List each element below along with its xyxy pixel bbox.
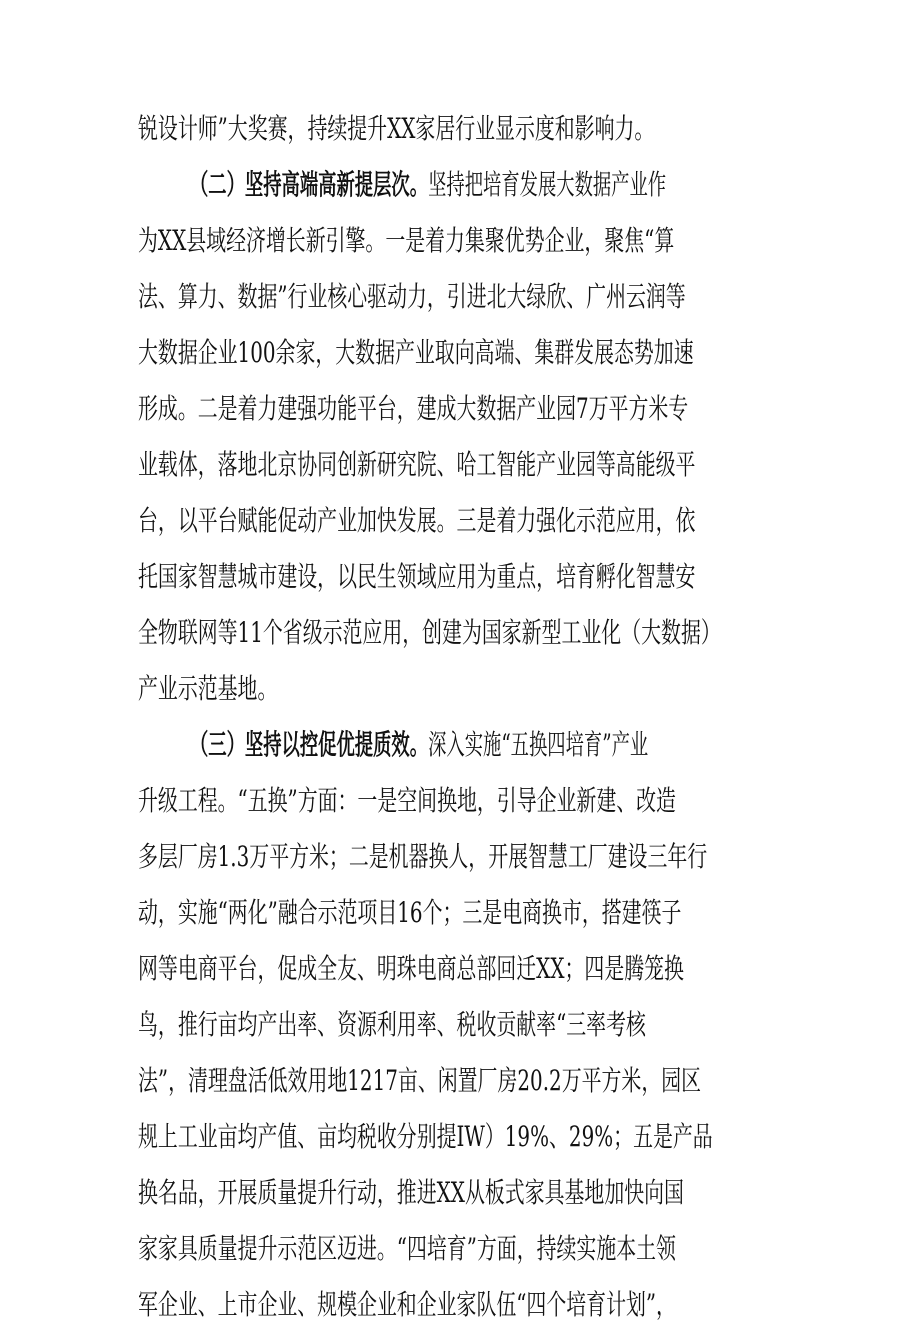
line-text: 法”，清理盘活低效用地1217亩、闲置厂房20.2万平方米，园区 bbox=[138, 1064, 702, 1097]
line-text: 锐设计师”大奖赛，持续提升XX家居行业显示度和影响力。 bbox=[138, 112, 655, 145]
text-line bbox=[40, 382, 792, 436]
line-text: 换名品，开展质量提升行动，推进XX从板式家具基地加快向国 bbox=[138, 1176, 684, 1209]
line-text: 军企业、上市企业、规模企业和企业家队伍“四个培育计划”， bbox=[138, 1288, 676, 1321]
section-heading: （二）坚持高端高新提层次。 bbox=[190, 168, 429, 201]
text-line bbox=[40, 606, 792, 660]
line-text: 网等电商平台，促成全友、明珠电商总部回迁XX；四是腾笼换 bbox=[138, 952, 684, 985]
line-text: 升级工程。“五换”方面：一是空间换地，引导企业新建、改造 bbox=[138, 784, 676, 817]
line-text: 形成。二是着力建强功能平台，建成大数据产业园7万平方米专 bbox=[138, 392, 689, 425]
text-line bbox=[40, 550, 792, 604]
line-text: 规上工业亩均产值、亩均税收分别提IW）19%、29%；五是产品 bbox=[138, 1120, 713, 1153]
text-line bbox=[40, 494, 792, 548]
text-line bbox=[40, 1110, 792, 1164]
line-text: 台，以平台赋能促动产业加快发展。三是着力强化示范应用，依 bbox=[138, 504, 696, 537]
text-line bbox=[40, 270, 792, 324]
line-text: 产业示范基地。 bbox=[138, 672, 278, 705]
line-text: 大数据企业100余家，大数据产业取向高端、集群发展态势加速 bbox=[138, 336, 694, 369]
text-line bbox=[40, 998, 792, 1052]
line-text: 全物联网等11个省级示范应用，创建为国家新型工业化（大数据） bbox=[138, 616, 721, 649]
line-text: 动，实施“两化”融合示范项目16个；三是电商换市，搭建筷子 bbox=[138, 896, 682, 929]
text-line bbox=[40, 438, 792, 492]
text-line bbox=[40, 1222, 792, 1276]
text-line bbox=[40, 1278, 792, 1332]
text-line bbox=[40, 830, 792, 884]
line-text: 坚持把培育发展大数据产业作 bbox=[428, 168, 667, 201]
section-heading: （三）坚持以控促优提质效。 bbox=[190, 728, 429, 761]
text-line bbox=[40, 1166, 792, 1220]
text-line bbox=[40, 102, 792, 156]
text-line bbox=[40, 662, 792, 716]
line-text: 深入实施“五换四培育”产业 bbox=[428, 728, 649, 761]
line-text: 托国家智慧城市建设，以民生领域应用为重点，培育孵化智慧安 bbox=[138, 560, 696, 593]
line-text: 法、算力、数据”行业核心驱动力，引进北大绿欣、广州云润等 bbox=[138, 280, 686, 313]
text-line bbox=[40, 886, 792, 940]
text-line bbox=[40, 1054, 792, 1108]
line-text: 为XX县域经济增长新引擎。一是着力集聚优势企业，聚焦“算 bbox=[138, 224, 675, 257]
line-text: 鸟，推行亩均产出率、资源利用率、税收贡献率“三率考核 bbox=[138, 1008, 646, 1041]
line-text: 多层厂房1.3万平方米；二是机器换人，开展智慧工厂建设三年行 bbox=[138, 840, 708, 873]
line-text: 家家具质量提升示范区迈进。“四培育”方面，持续实施本土领 bbox=[138, 1232, 676, 1265]
text-line bbox=[40, 774, 792, 828]
text-line bbox=[40, 326, 792, 380]
section-heading-line bbox=[66, 718, 792, 772]
text-line bbox=[40, 214, 792, 268]
section-heading-line bbox=[66, 158, 792, 212]
text-line bbox=[40, 942, 792, 996]
line-text: 业载体，落地北京协同创新研究院、哈工智能产业园等高能级平 bbox=[138, 448, 696, 481]
